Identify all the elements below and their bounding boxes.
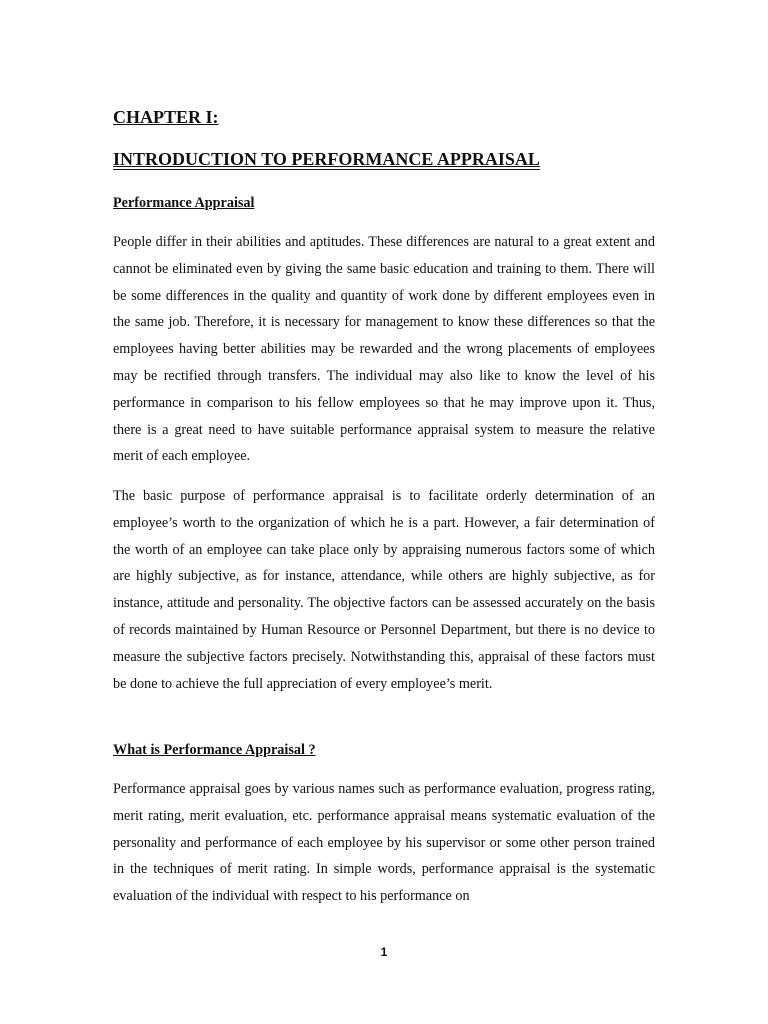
page-number: 1	[380, 945, 388, 959]
paragraph-differences: People differ in their abilities and aptitudes. These differences are natural to a great extent and cannot be eliminated even by giving the same basic education and training to them. There will be some differences in the quality and quantity of work done by different employees even in the same job. Therefore, it is necessary for management to know these differences so that the employees having better abilities may be rewarded and the wrong placements of employees may be rectified through transfers. The individual may also like to know the level of his performance in comparison to his fellow employees so that he may improve upon it. Thus, there is a great need to have suitable performance appraisal system to measure the relative merit of each employee.	[113, 234, 655, 465]
section-heading-what-is-performance-appraisal: What is Performance Appraisal ?	[113, 742, 316, 758]
chapter-subtitle: INTRODUCTION TO PERFORMANCE APPRAISAL	[113, 149, 540, 169]
section-heading-performance-appraisal: Performance Appraisal	[113, 195, 255, 211]
paragraph-definition: Performance appraisal goes by various names such as performance evaluation, progress rating, merit rating, merit evaluation, etc. performance appraisal means systematic evaluation of the personality and performance of each employee by his supervisor or some other person trained in the techniques of merit rating. In simple words, performance appraisal is the systematic evaluation of the individual with respect to his performance on	[113, 781, 655, 905]
paragraph-basic-purpose: The basic purpose of performance appraisal is to facilitate orderly determination of an employee’s worth to the organization of which he is a part. However, a fair determination of the worth of an employee can take place only by appraising numerous factors some of which are highly subjective, as for instance, attendance, while others are highly subjective, as for instance, attitude and personality. The objective factors can be assessed accurately on the basis of records maintained by Human Resource or Personnel Department, but there is no device to measure the subjective factors precisely. Notwithstanding this, appraisal of these factors must be done to achieve the full appreciation of every employee’s merit.	[113, 488, 655, 692]
document-page	[113, 0, 655, 1024]
chapter-title: CHAPTER I:	[113, 107, 219, 127]
